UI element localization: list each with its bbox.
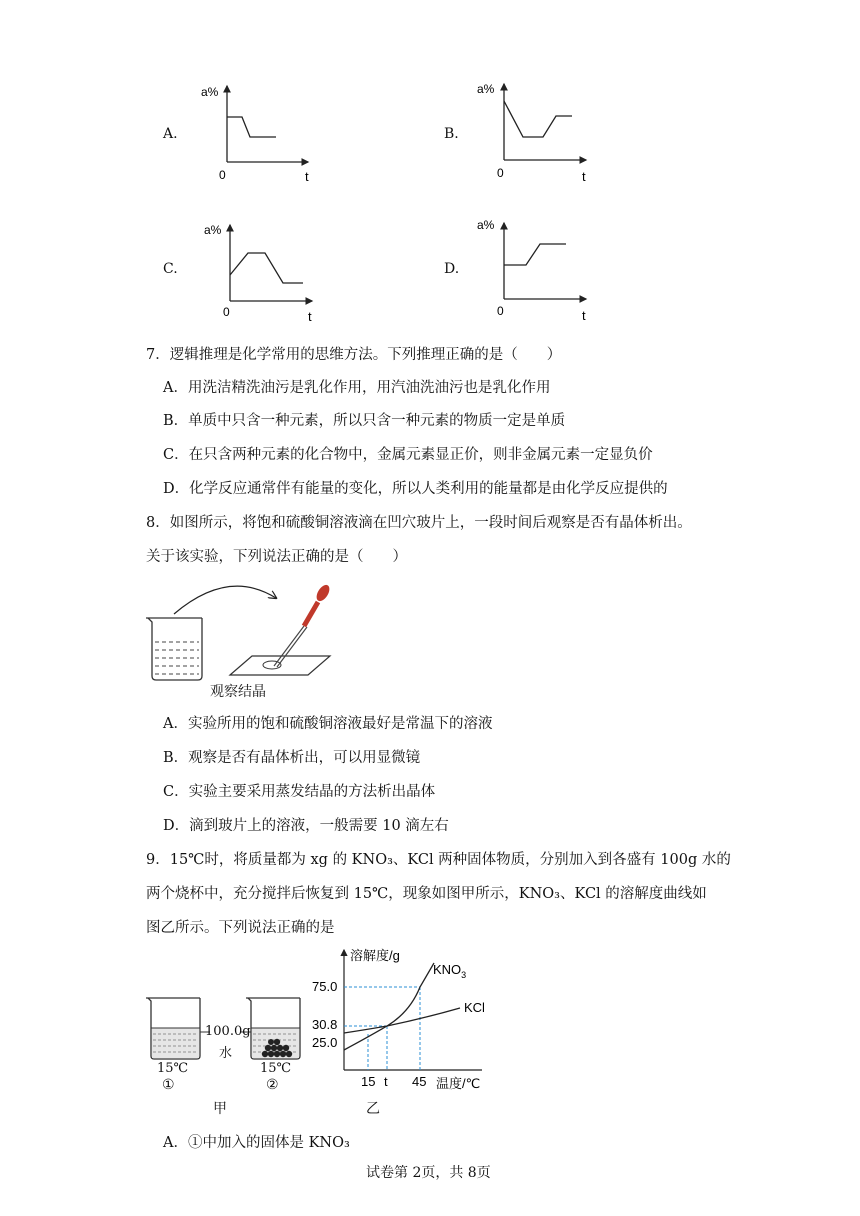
option-d-label: D. bbox=[444, 261, 460, 277]
figure-yi-caption: 乙 bbox=[366, 1101, 380, 1117]
ytick-75: 75.0 bbox=[312, 979, 338, 994]
graph-b-origin: 0 bbox=[497, 166, 504, 180]
graph-c-curve bbox=[230, 253, 303, 283]
q9-stem-line1: 9．15℃时，将质量都为 xg 的 KNO₃、KCl 两种固体物质，分别加入到各盛有 100g 水的 bbox=[146, 852, 731, 868]
graph-d-origin: 0 bbox=[497, 304, 504, 318]
x-axis-label: 温度/℃ bbox=[436, 1076, 481, 1091]
figure-yi-solubility-chart bbox=[310, 944, 510, 1114]
beaker-2-number: ② bbox=[266, 1077, 279, 1093]
beaker-1-temp: 15℃ bbox=[157, 1061, 189, 1076]
xtick-t: t bbox=[384, 1074, 388, 1089]
series-label-kcl: KCl bbox=[464, 1000, 485, 1015]
water-mass-label: 100.0g bbox=[205, 1024, 251, 1039]
series-kno3-curve bbox=[344, 963, 434, 1050]
option-b-label: B. bbox=[444, 126, 459, 142]
graph-a-ylabel: a% bbox=[201, 85, 219, 99]
q8-stem-line2: 关于该实验，下列说法正确的是（ ） bbox=[146, 549, 407, 565]
beaker bbox=[146, 618, 202, 680]
graph-c-ylabel: a% bbox=[204, 223, 222, 237]
q7-option-b: B．单质中只含一种元素，所以只含一种元素的物质一定是单质 bbox=[163, 413, 566, 429]
q7-option-c: C．在只含两种元素的化合物中，金属元素显正价，则非金属元素一定显负价 bbox=[163, 447, 653, 463]
y-axis-label: 溶解度/g bbox=[350, 948, 400, 963]
graph-c-xlabel: t bbox=[308, 309, 312, 324]
q7-option-a: A．用洗洁精洗油污是乳化作用，用汽油洗油污也是乳化作用 bbox=[163, 380, 551, 396]
graph-a-xlabel: t bbox=[305, 169, 309, 184]
series-label-kno3: $KNO_3$ bbox=[433, 962, 467, 980]
q8-stem-line1: 8．如图所示，将饱和硫酸铜溶液滴在凹穴玻片上，一段时间后观察是否有晶体析出。 bbox=[146, 515, 692, 531]
graph-b-ylabel: a% bbox=[477, 82, 495, 96]
beaker-1-solution bbox=[152, 1028, 199, 1058]
graph-b bbox=[504, 84, 586, 160]
dropper bbox=[274, 583, 332, 667]
ytick-30.8: 30.8 bbox=[312, 1017, 338, 1032]
transfer-arrow bbox=[174, 586, 276, 614]
graph-c-origin: 0 bbox=[223, 305, 230, 319]
q9-stem-line2: 两个烧杯中，充分搅拌后恢复到 15℃，现象如图甲所示，KNO₃、KCl 的溶解度曲线如 bbox=[146, 886, 707, 902]
page-footer: 试卷第 2页，共 8页 bbox=[366, 1165, 491, 1181]
q7-option-d: D．化学反应通常伴有能量的变化，所以人类利用的能量都是由化学反应提供的 bbox=[163, 481, 668, 497]
graph-a-origin: 0 bbox=[219, 168, 226, 182]
q8-option-a: A．实验所用的饱和硫酸铜溶液最好是常温下的溶液 bbox=[163, 716, 493, 732]
option-a-label: A. bbox=[163, 126, 178, 142]
beaker-solution bbox=[155, 642, 199, 674]
graph-a bbox=[227, 86, 308, 162]
graph-d-curve bbox=[504, 244, 566, 265]
q6-graphs bbox=[0, 0, 860, 340]
q8-option-b: B．观察是否有晶体析出，可以用显微镜 bbox=[163, 750, 421, 766]
graph-b-curve bbox=[504, 101, 572, 137]
series-kcl-curve bbox=[344, 1008, 460, 1033]
beaker-1-number: ① bbox=[162, 1077, 175, 1093]
q8-option-c: C．实验主要采用蒸发结晶的方法析出晶体 bbox=[163, 784, 436, 800]
water-label: 水 bbox=[219, 1046, 233, 1061]
xtick-15: 15 bbox=[361, 1074, 376, 1089]
graph-d-ylabel: a% bbox=[477, 218, 495, 232]
graph-b-xlabel: t bbox=[582, 169, 586, 184]
figure-caption-observe: 观察结晶 bbox=[210, 684, 266, 700]
graph-c bbox=[230, 225, 312, 301]
q9-stem-line3: 图乙所示。下列说法正确的是 bbox=[146, 920, 335, 936]
figure-jia-caption: 甲 bbox=[213, 1101, 227, 1117]
option-c-label: C. bbox=[163, 261, 178, 277]
ytick-25: 25.0 bbox=[312, 1035, 338, 1050]
graph-a-curve bbox=[227, 117, 276, 137]
q8-option-d: D．滴到玻片上的溶液，一般需要 10 滴左右 bbox=[163, 818, 449, 834]
xtick-45: 45 bbox=[412, 1074, 427, 1089]
q7-stem: 7．逻辑推理是化学常用的思维方法。下列推理正确的是（ ） bbox=[146, 347, 562, 363]
q9-option-a: A．①中加入的固体是 KNO₃ bbox=[163, 1135, 350, 1151]
graph-d bbox=[504, 223, 586, 299]
graph-d-xlabel: t bbox=[582, 308, 586, 323]
beaker-2-temp: 15℃ bbox=[260, 1061, 292, 1076]
